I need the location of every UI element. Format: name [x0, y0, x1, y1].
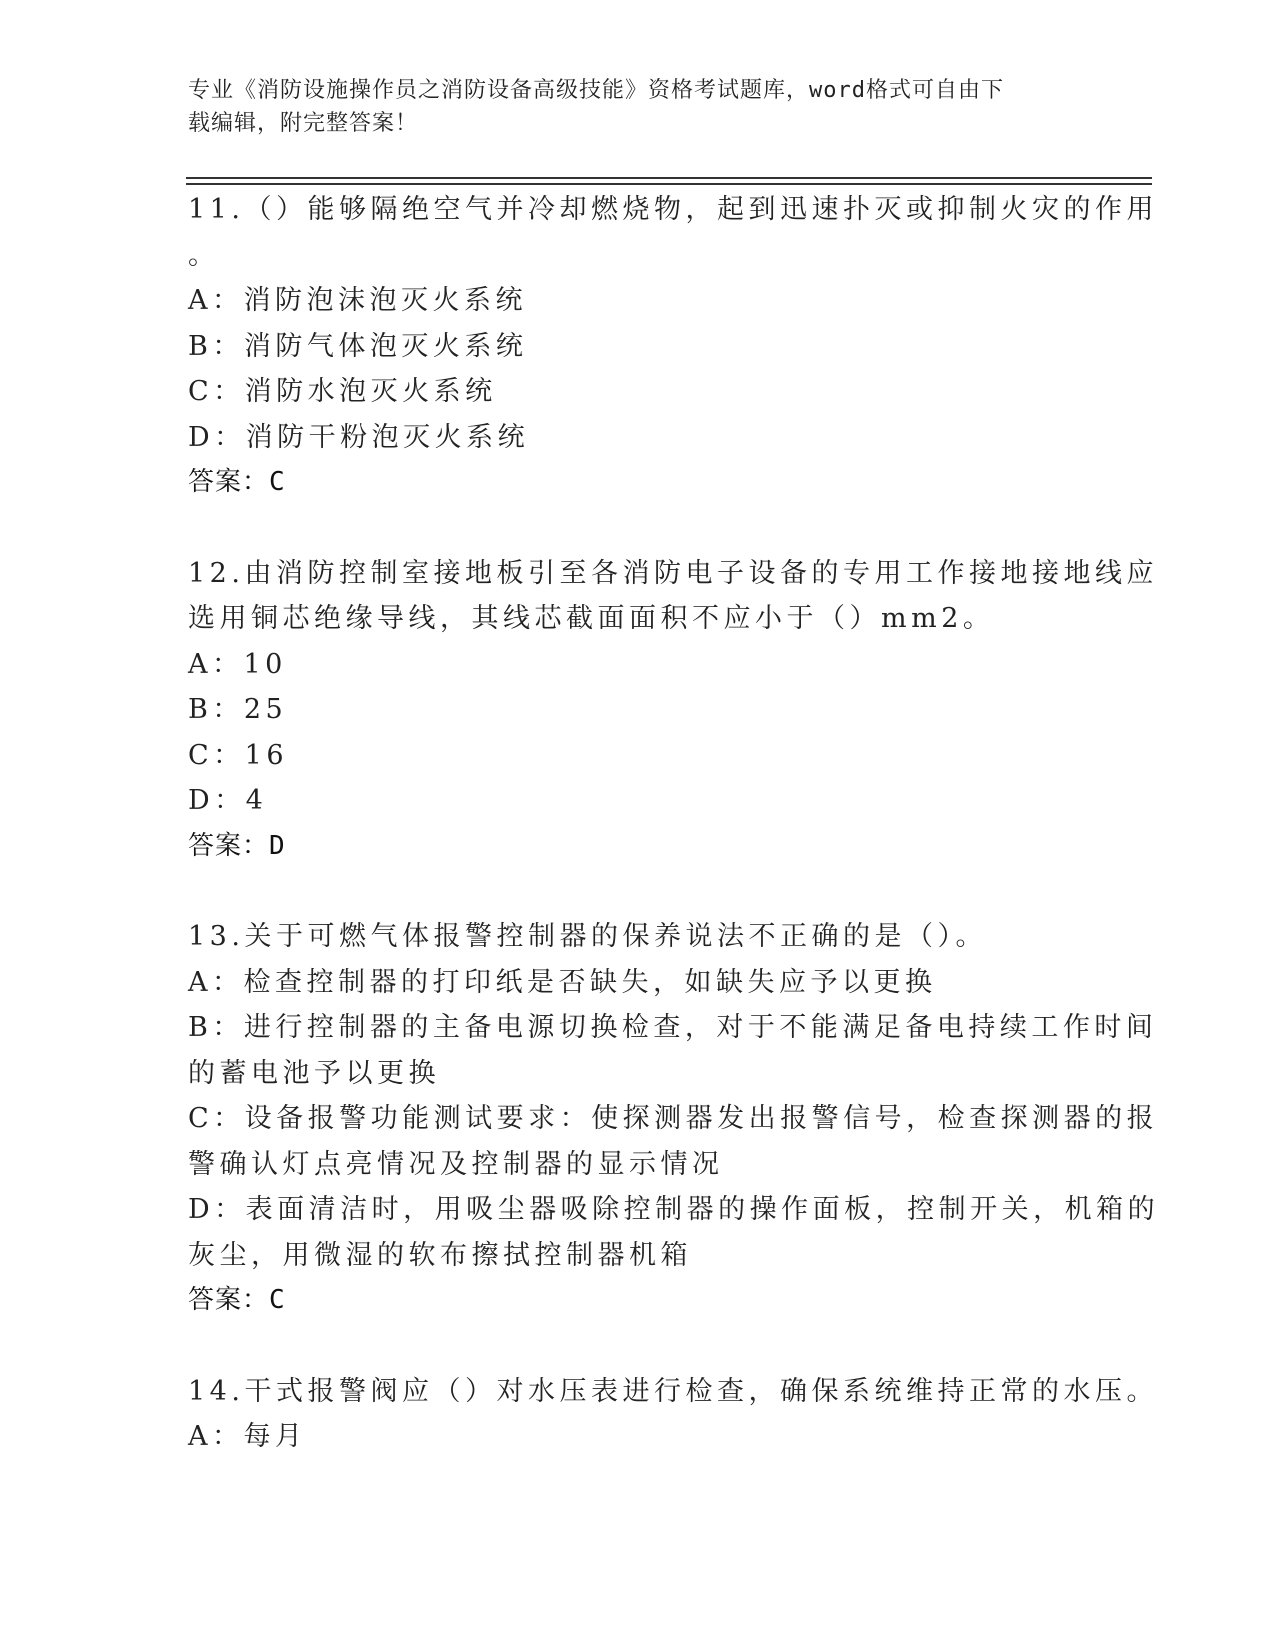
question-list [188, 187, 1160, 1460]
question-13 [188, 914, 1160, 1324]
header-divider-top [186, 177, 1152, 179]
option-a: A：每月 [188, 1421, 307, 1452]
option-d-continued: 灰尘，用微湿的软布擦拭控制器机箱 [188, 1239, 692, 1271]
question-stem-line: 12.由消防控制室接地板引至各消防电子设备的专用工作接地接地线应 [188, 557, 1158, 589]
question-stem-line: 。 [188, 239, 220, 271]
header-line-2: 载编辑，附完整答案！ [188, 111, 419, 136]
question-stem-line: 选用铜芯绝缘导线，其线芯截面面积不应小于（）mm2。 [188, 603, 995, 634]
option-d: D：消防干粉泡灭火系统 [188, 421, 530, 453]
question-stem-line: 14.干式报警阀应（）对水压表进行检查，确保系统维持正常的水压。 [188, 1375, 1158, 1407]
question-stem-line: 11.（）能够隔绝空气并冷却燃烧物，起到迅速扑灭或抑制火灾的作用 [188, 194, 1158, 225]
option-c-continued: 警确认灯点亮情况及控制器的显示情况 [188, 1148, 724, 1180]
question-12 [188, 551, 1158, 870]
document-header [188, 74, 1068, 140]
question-spacer [188, 1324, 1088, 1369]
header-divider-bottom [186, 183, 1152, 185]
header-line-1: 专业《消防设施操作员之消防设备高级技能》资格考试题库，word格式可自由下 [188, 78, 1004, 103]
option-b: B：25 [188, 694, 288, 725]
option-c: C：消防水泡灭火系统 [188, 376, 497, 407]
option-a: A：消防泡沫泡灭火系统 [188, 285, 527, 316]
question-11 [188, 187, 1158, 506]
question-14 [188, 1369, 1158, 1460]
option-a: A：检查控制器的打印纸是否缺失，如缺失应予以更换 [188, 966, 937, 998]
option-d: D：表面清洁时，用吸尘器吸除控制器的操作面板，控制开关，机箱的 [188, 1194, 1160, 1225]
option-c: C：设备报警功能测试要求：使探测器发出报警信号，检查探测器的报 [188, 1103, 1159, 1134]
answer-label: 答案：D [188, 830, 286, 861]
question-spacer [188, 506, 1088, 551]
option-b: B：进行控制器的主备电源切换检查，对于不能满足备电持续工作时间 [188, 1012, 1158, 1043]
option-b-continued: 的蓄电池予以更换 [188, 1057, 440, 1089]
question-spacer [188, 869, 1088, 914]
option-c: C：16 [188, 739, 289, 771]
answer-label: 答案：C [188, 1285, 286, 1315]
answer-label: 答案：C [188, 467, 286, 497]
option-a: A：10 [188, 648, 287, 680]
option-b: B：消防气体泡灭火系统 [188, 330, 528, 362]
question-stem-line: 13.关于可燃气体报警控制器的保养说法不正确的是（）。 [188, 921, 987, 952]
option-d: D：4 [188, 785, 268, 816]
